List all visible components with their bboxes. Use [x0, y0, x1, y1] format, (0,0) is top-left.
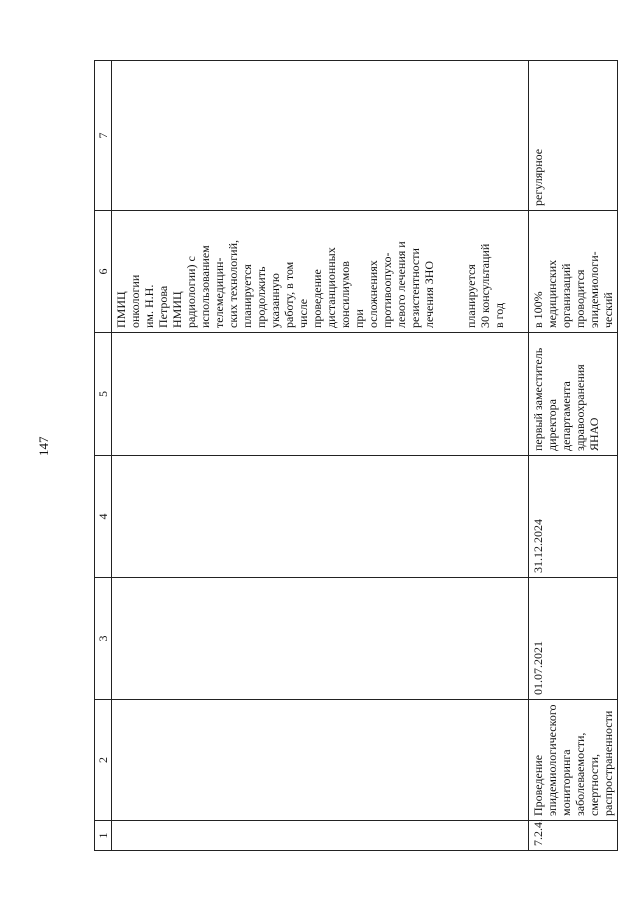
- header-col-2: 2: [95, 700, 112, 821]
- header-col-4: 4: [95, 456, 112, 578]
- cell-result: в 100% медицинских организаций проводится эпидемиологи- ческий: [529, 211, 618, 333]
- cell-number: [112, 821, 529, 851]
- page-number: 147: [36, 436, 51, 456]
- cell-end-date: [112, 456, 529, 578]
- cell-responsible: [112, 333, 529, 456]
- rotated-table-container: [94, 61, 615, 851]
- table-row-7-2-4: [529, 61, 618, 851]
- cell-result: [112, 211, 529, 333]
- cell-start-date: 01.07.2021: [529, 578, 618, 700]
- cell-start-date: [112, 578, 529, 700]
- cell-result-extra: планируется 30 консультаций в год: [464, 243, 506, 328]
- cell-responsible: первый заместитель директора департамента здравоохранения ЯНАО: [529, 333, 618, 456]
- cell-result-spacer: [436, 215, 464, 328]
- cell-periodicity: [112, 61, 529, 211]
- header-col-5: 5: [95, 333, 112, 456]
- cell-activity: Проведение эпидемиологического мониторинга заболеваемости, смертности, распространенности: [529, 700, 618, 821]
- header-col-6: 6: [95, 211, 112, 333]
- table-row-continuation: [112, 61, 529, 851]
- cell-activity: [112, 700, 529, 821]
- cell-number: 7.2.4.: [529, 821, 618, 851]
- header-col-3: 3: [95, 578, 112, 700]
- activities-table: [94, 60, 618, 851]
- cell-periodicity: регулярное: [529, 61, 618, 211]
- header-col-1: 1: [95, 821, 112, 851]
- cell-result-main: ПМИЦ онкологии им. Н.Н. Петрова НМИЦ радиологии) с использованием телемедицин- ских технологий, планируется продолжить указанную работу, в том числе проведение дистанционных консилиумов при осложнениях противоопухо- левого лечения и резистентности лечения ЗНО: [114, 239, 436, 328]
- header-col-7: 7: [95, 61, 112, 211]
- cell-end-date: 31.12.2024: [529, 456, 618, 578]
- header-row: [95, 61, 112, 851]
